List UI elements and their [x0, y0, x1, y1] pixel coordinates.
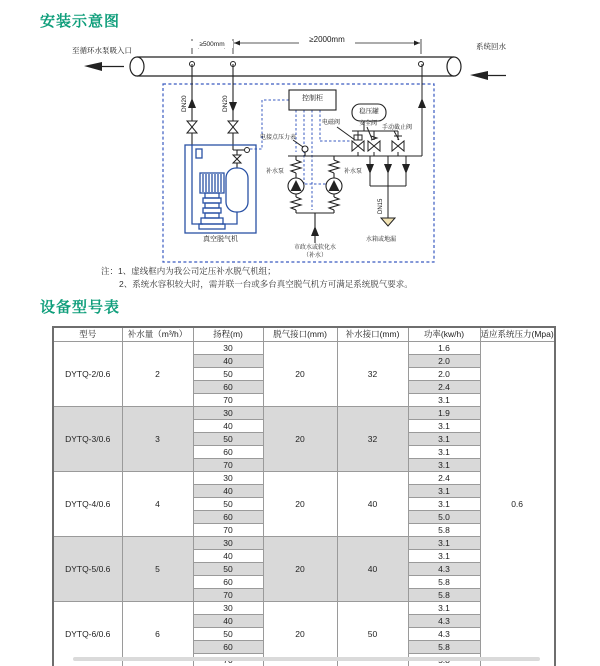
- cell-model: DYTQ-5/0.6: [53, 537, 122, 602]
- cell-flow: 2: [122, 342, 193, 407]
- cell-model: DYTQ-3/0.6: [53, 407, 122, 472]
- label-vacuum-degasser: 真空脱气机: [203, 236, 238, 243]
- cell-power: 3.1: [408, 459, 480, 472]
- cell-lift: 50: [193, 433, 263, 446]
- cell-degas-port: 20: [263, 407, 337, 472]
- models-table: [52, 326, 556, 666]
- bottom-divider: [73, 657, 540, 661]
- cell-lift: 70: [193, 459, 263, 472]
- cell-flow: 5: [122, 537, 193, 602]
- cell-lift: 60: [193, 381, 263, 394]
- pipe-right-cap: [447, 57, 461, 76]
- cell-flow: 3: [122, 407, 193, 472]
- label-dn20-a: DN20: [181, 95, 188, 112]
- cell-power: 4.3: [408, 563, 480, 576]
- cell-power: 5.8: [408, 576, 480, 589]
- cell-lift: 40: [193, 420, 263, 433]
- cell-power: 3.1: [408, 498, 480, 511]
- cell-makeup-port: 40: [337, 537, 408, 602]
- cell-lift: 30: [193, 472, 263, 485]
- label-stabilizer-tank: 稳压罐: [359, 108, 379, 115]
- cell-model: DYTQ-2/0.6: [53, 342, 122, 407]
- label-pump-suction: 至循环水泵吸入口: [72, 46, 132, 55]
- return-pipe: [137, 57, 454, 76]
- cell-power: 1.9: [408, 407, 480, 420]
- cell-power: 4.3: [408, 615, 480, 628]
- cell-power: 3.1: [408, 550, 480, 563]
- cell-makeup-port: 40: [337, 472, 408, 537]
- col-header-3: 脱气接口(mm): [263, 327, 337, 342]
- col-header-1: 补水量（m³/h）: [122, 327, 193, 342]
- cell-flow: 4: [122, 472, 193, 537]
- cell-model: DYTQ-4/0.6: [53, 472, 122, 537]
- cell-flow: 6: [122, 602, 193, 666]
- flow-arrow-right: [470, 71, 506, 80]
- cell-lift: 50: [193, 498, 263, 511]
- note-line-1: 注：1、虚线框内为我公司定压补水脱气机组；: [101, 266, 276, 276]
- cell-power: 2.0: [408, 368, 480, 381]
- cell-lift: 60: [193, 641, 263, 654]
- cell-lift: 60: [193, 446, 263, 459]
- cell-power: 3.1: [408, 446, 480, 459]
- cell-power: 4.3: [408, 628, 480, 641]
- cell-lift: 40: [193, 615, 263, 628]
- cell-lift: 40: [193, 550, 263, 563]
- cell-power: 5.8: [408, 524, 480, 537]
- note-line-2: 2、系统水容积较大时，需并联一台或多台真空脱气机方可满足系统脱气要求。: [119, 279, 413, 289]
- cell-power: 3.1: [408, 433, 480, 446]
- table-head: [53, 327, 555, 342]
- models-table-wrap: [52, 326, 556, 666]
- cell-power: 3.1: [408, 394, 480, 407]
- dn20-drops: [192, 64, 244, 168]
- col-header-0: 型号: [53, 327, 122, 342]
- cell-power: 3.1: [408, 602, 480, 615]
- cell-lift: 70: [193, 524, 263, 537]
- cell-makeup-port: 50: [337, 602, 408, 666]
- label-manual-stop-valve: 手动截止阀: [382, 125, 413, 131]
- cell-lift: 50: [193, 368, 263, 381]
- cell-makeup-port: 32: [337, 342, 408, 407]
- cell-lift: 30: [193, 602, 263, 615]
- col-header-4: 补水接口(mm): [337, 327, 408, 342]
- cell-lift: 40: [193, 355, 263, 368]
- label-municipal-water: 市政水或软化水: [293, 245, 336, 251]
- cell-lift: 70: [193, 394, 263, 407]
- tap-point: [419, 62, 424, 67]
- cell-lift: 70: [193, 589, 263, 602]
- small-gauge-icon: [245, 148, 250, 153]
- cell-degas-port: 20: [263, 342, 337, 407]
- label-dim-2000mm: ≥2000mm: [299, 36, 355, 45]
- table-row: [53, 407, 555, 420]
- cell-power: 2.4: [408, 472, 480, 485]
- cell-lift: 30: [193, 342, 263, 355]
- cell-lift: 30: [193, 407, 263, 420]
- label-safety-valve: 安全阀: [359, 121, 378, 127]
- label-control-cabinet: 控制柜: [302, 95, 323, 102]
- cell-degas-port: 20: [263, 537, 337, 602]
- cell-lift: 50: [193, 628, 263, 641]
- cell-makeup-port: 32: [337, 407, 408, 472]
- label-dn20-b: DN20: [222, 95, 229, 112]
- cell-degas-port: 20: [263, 602, 337, 666]
- section-title-models: 设备型号表: [40, 299, 121, 316]
- cell-lift: 60: [193, 511, 263, 524]
- table-row: [53, 342, 555, 355]
- cell-power: 5.0: [408, 511, 480, 524]
- cell-power: 3.1: [408, 537, 480, 550]
- cell-degas-port: 20: [263, 472, 337, 537]
- pipe-left-cap: [130, 57, 144, 76]
- col-header-2: 扬程(m): [193, 327, 263, 342]
- cell-pressure: 0.6: [480, 342, 555, 666]
- cell-power: 3.1: [408, 420, 480, 433]
- label-system-return: 系统回水: [476, 42, 506, 51]
- section-title-installation: 安装示意图: [40, 13, 121, 30]
- cell-power: 5.8: [408, 589, 480, 602]
- table-row: [53, 602, 555, 615]
- label-solenoid-valve: 电磁阀: [322, 120, 341, 126]
- cell-lift: 30: [193, 537, 263, 550]
- cell-power: 3.1: [408, 485, 480, 498]
- table-row: [53, 472, 555, 485]
- label-dim-500mm: ≥500mm: [191, 41, 233, 48]
- cell-power: 5.8: [408, 641, 480, 654]
- valve-bowtie-h: [352, 141, 404, 151]
- cell-lift: 40: [193, 485, 263, 498]
- cell-power: 1.6: [408, 342, 480, 355]
- cell-lift: 50: [193, 563, 263, 576]
- cell-power: 2.4: [408, 381, 480, 394]
- drain-funnel-icon: [381, 218, 395, 226]
- label-dn15: DN15: [378, 198, 384, 214]
- label-makeup-pump-left: 补水泵: [266, 169, 285, 175]
- col-header-5: 功率(kw/h): [408, 327, 480, 342]
- cell-lift: 60: [193, 576, 263, 589]
- label-tank-or-drain: 水箱或地漏: [366, 237, 397, 243]
- vacuum-degasser-box: [185, 145, 256, 233]
- col-header-6: 适应系统压力(Mpa): [480, 327, 555, 342]
- label-municipal-water-2: （补水）: [302, 253, 327, 259]
- label-makeup-pump-right: 补水泵: [344, 169, 363, 175]
- cell-power: 2.0: [408, 355, 480, 368]
- label-pressure-gauge: 电接点压力表: [260, 135, 297, 141]
- flow-arrow-left: [84, 62, 124, 71]
- cell-model: DYTQ-6/0.6: [53, 602, 122, 666]
- table-row: [53, 537, 555, 550]
- valve-train-piping: [288, 64, 422, 218]
